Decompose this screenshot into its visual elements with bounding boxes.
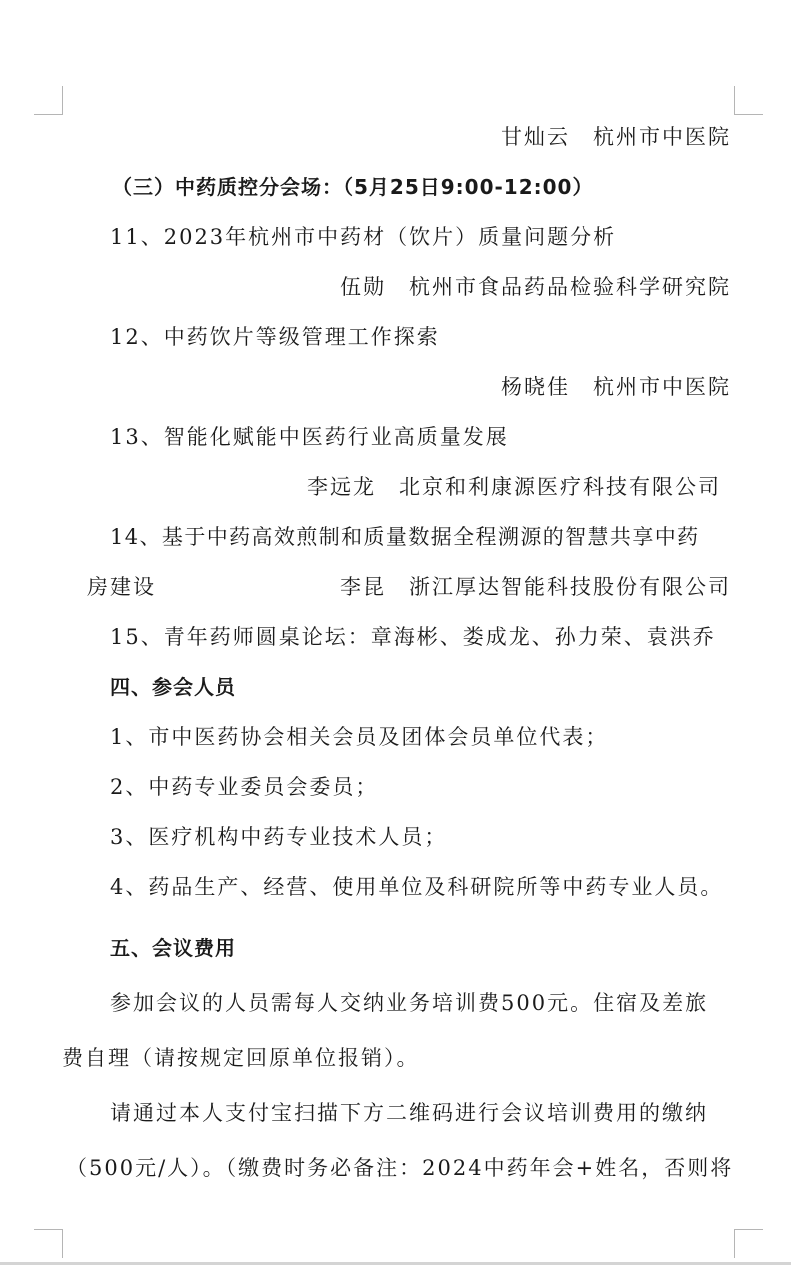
- corner-mark-bottom-left: [34, 1229, 63, 1258]
- corner-mark-bottom-right: [734, 1229, 763, 1258]
- corner-mark-top-right: [734, 86, 763, 115]
- talk-13-speaker: 李远龙 北京和利康源医疗科技有限公司: [307, 475, 721, 499]
- fee-paragraph-line2: 费自理（请按规定回原单位报销）。: [62, 1046, 420, 1070]
- talk-11-title: 11、2023年杭州市中药材（饮片）质量问题分析: [110, 225, 617, 249]
- talk-14-speaker: 李昆 浙江厚达智能科技股份有限公司: [340, 575, 731, 599]
- previous-speaker: 甘灿云 杭州市中医院: [501, 125, 731, 149]
- attendee-item: 2、中药专业委员会委员；: [110, 775, 379, 799]
- session-title: （三）中药质控分会场：（5月25日9:00-12:00）: [112, 175, 594, 199]
- corner-mark-top-left: [34, 86, 63, 115]
- section-4-heading: 四、参会人员: [110, 675, 236, 699]
- payment-paragraph-line2: （500元/人）。（缴费时务必备注：2024中药年会+姓名，否则将: [66, 1156, 734, 1180]
- fee-paragraph-line1: 参加会议的人员需每人交纳业务培训费500元。住宿及差旅: [110, 991, 709, 1015]
- talk-12-speaker: 杨晓佳 杭州市中医院: [501, 375, 731, 399]
- talk-14-title-line2: 房建设: [87, 575, 156, 599]
- attendee-item: 3、医疗机构中药专业技术人员；: [110, 825, 448, 849]
- talk-13-title: 13、智能化赋能中医药行业高质量发展: [110, 425, 509, 449]
- attendee-item: 4、药品生产、经营、使用单位及科研院所等中药专业人员。: [110, 875, 724, 899]
- talk-12-title: 12、中药饮片等级管理工作探索: [110, 325, 440, 349]
- section-5-heading: 五、会议费用: [110, 936, 236, 960]
- talk-15-forum: 15、青年药师圆桌论坛：章海彬、娄成龙、孙力荣、袁洪乔: [110, 625, 716, 649]
- payment-paragraph-line1: 请通过本人支付宝扫描下方二维码进行会议培训费用的缴纳: [110, 1101, 708, 1125]
- talk-14-title-line1: 14、基于中药高效煎制和质量数据全程溯源的智慧共享中药: [110, 525, 700, 549]
- talk-11-speaker: 伍勋 杭州市食品药品检验科学研究院: [340, 275, 731, 299]
- attendee-item: 1、市中医药协会相关会员及团体会员单位代表；: [110, 725, 609, 749]
